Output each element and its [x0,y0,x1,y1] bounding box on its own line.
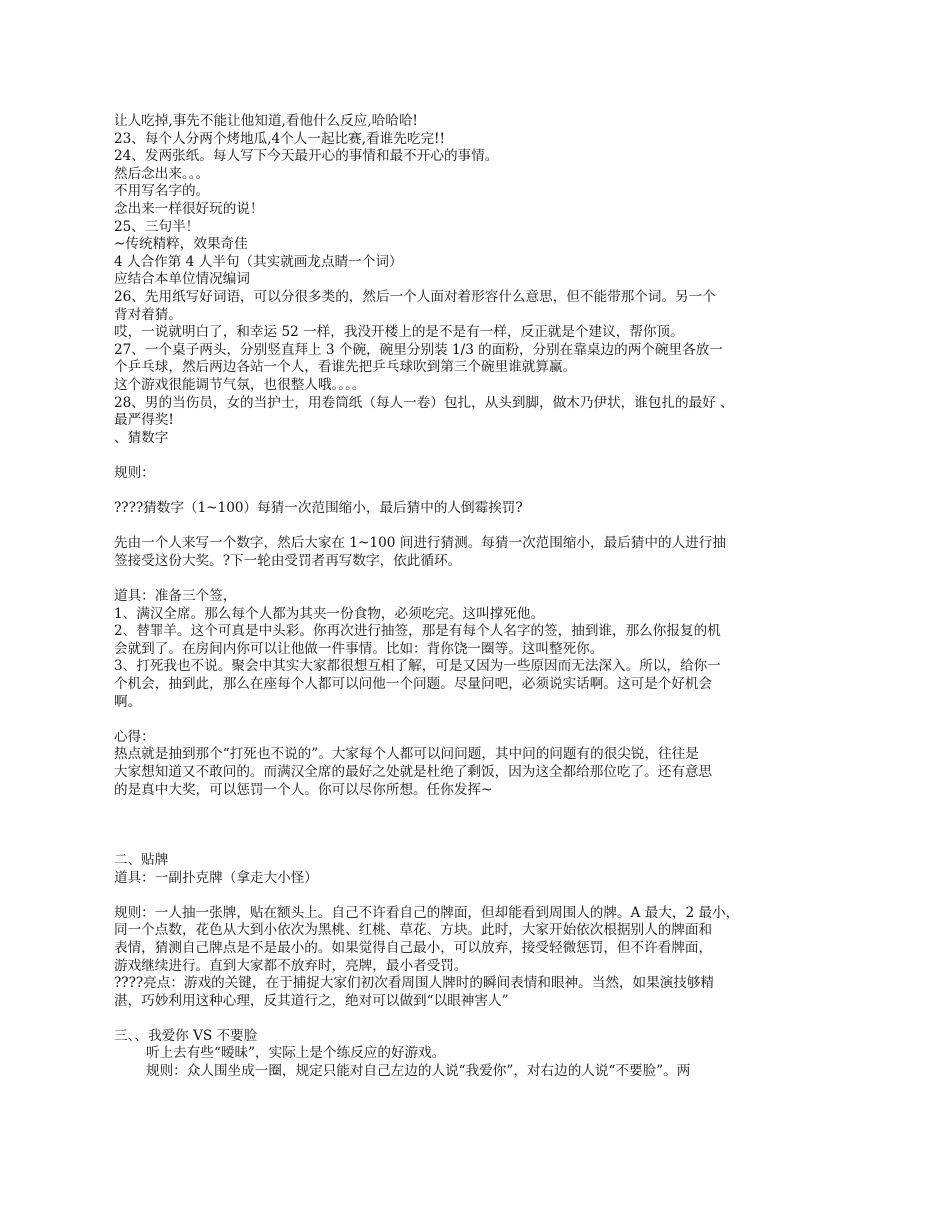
text-line: 个乒乓球，然后两边各站一个人，看谁先把乒乓球吹到第三个碗里谁就算赢。 [114,359,577,376]
text-line: 哎，一说就明白了，和幸运 52 一样，我没开楼上的是不是有一样，反正就是个建议，帮你顶。 [114,324,684,341]
blank-line [114,518,844,536]
text-line: 28、男的当伤员，女的当护士，用卷筒纸（每人一卷）包扎，从头到脚，做木乃伊状，谁包扎的最好 、 [114,394,734,411]
blank-line [114,887,844,905]
blank-line [114,799,844,817]
blank-line [114,834,844,852]
text-line: 25、三句半！ [114,218,200,235]
text-line: 会就到了。在房间内你可以让他做一件事情。比如：背你饶一圈等。这叫整死你。 [114,640,604,657]
blank-line [114,817,844,835]
text-line: 三、、我爱你 VS 不要脸 [114,1027,258,1044]
text-line: 先由一个人来写一个数字，然后大家在 1~100 间进行猜测。每猜一次范围缩小，最后猜中的人进行抽 [114,535,726,552]
text-line: 道具：准备三个签， [114,588,237,605]
text-line: 最严得奖! [114,412,174,429]
text-line: 1、满汉全席。那么每个人都为其夹一份食物，必须吃完。这叫撑死他。 [114,605,545,622]
text-line: 应结合本单位情况编词 [114,271,250,288]
text-line: 26、先用纸写好词语，可以分很多类的，然后一个人面对着形容什么意思，但不能带那个词。另一个 [114,288,716,305]
blank-line [114,711,844,729]
text-line: 的是真中大奖，可以惩罚一个人。你可以尽你所想。任你发挥~ [114,781,493,798]
blank-line [114,447,844,465]
text-line: ????猜数字（1~100）每猜一次范围缩小，最后猜中的人倒霉挨罚? [114,500,523,517]
text-line: 同一个点数，花色从大到小依次为黑桃、红桃、草花、方块。此时，大家开始依次根据别人的牌面和 [114,922,713,939]
text-line: 4 人合作第 4 人半句（其实就画龙点睛一个词） [114,253,403,270]
text-line: 23、每个人分两个烤地瓜,4个人一起比赛,看谁先吃完!! [114,130,445,147]
text-line: 这个游戏很能调节气氛，也很整人哦。。。。 [114,376,366,393]
text-line: 3、打死我也不说。聚会中其实大家都很想互相了解，可是又因为一些原因而无法深入。所以，给你一 [114,658,721,675]
text-line: 签接受这份大奖。?下一轮由受罚者再写数字，依此循环。 [114,552,462,569]
text-line: 二、贴牌 [114,851,169,868]
blank-line [114,1010,844,1028]
text-line: 听上去有些“暧昧”，实际上是个练反应的好游戏。 [146,1045,446,1062]
text-line: 24、发两张纸。每人写下今天最开心的事情和最不开心的事情。 [114,148,499,165]
text-line: 心得： [114,728,155,745]
text-line: 念出来一样很好玩的说！ [114,200,264,217]
text-line: 规则：众人围坐成一圈，规定只能对自己左边的人说“我爱你”，对右边的人说“不要脸”。两 [146,1063,691,1080]
text-line: 啊。 [114,693,142,710]
text-line: 2、替罪羊。这个可真是中头彩。你再次进行抽签，那是有每个人名字的签，抽到谁，那么你报复的机 [114,623,721,640]
text-line: 不用写名字的。 [114,183,210,200]
text-line: ~传统精粹，效果奇佳 [114,236,248,253]
text-line: 、猜数字 [114,429,169,446]
text-line: ????亮点：游戏的关键，在于捕捉大家们初次看周围人牌时的瞬间表情和眼神。当然，如果演技够精 [114,975,715,992]
blank-line [114,570,844,588]
text-line: 游戏继续进行。直到大家都不放弃时，亮牌，最小者受罚。 [114,957,468,974]
text-line: 表情，猜测自己牌点是不是最小的。如果觉得自己最小，可以放弃，接受轻微惩罚，但不许看牌面， [114,939,713,956]
text-line: 湛，巧妙利用这种心理，反其道行之，绝对可以做到“以眼神害人” [114,992,509,1009]
text-line: 规则： [114,464,155,481]
text-line: 规则：一人抽一张牌，贴在额头上。自己不许看自己的牌面，但却能看到周围人的牌。A 最大，2 最小， [114,904,740,921]
document-body [114,113,844,1081]
text-line: 背对着猜。 [114,306,182,323]
text-line: 热点就是抽到那个“打死也不说的”。大家每个人都可以问问题，其中问的问题有的很尖锐，往往是 [114,746,699,763]
text-line: 然后念出来。。。 [114,165,210,182]
text-line: 道具：一副扑克牌（拿走大小怪） [114,869,318,886]
text-line: 个机会，抽到此，那么在座每个人都可以问他一个问题。尽量问吧，必须说实话啊。这可是个好机会 [114,676,713,692]
blank-line [114,482,844,500]
text-line: 让人吃掉,事先不能让他知道,看他什么反应,哈哈哈! [114,113,418,129]
text-line: 大家想知道又不敢问的。而满汉全席的最好之处就是杜绝了剩饭，因为这全都给那位吃了。还有意思 [114,763,713,780]
text-line: 27、一个桌子两头，分别竖直拜上 3 个碗，碗里分别装 1/3 的面粉，分别在靠桌边的两个碗里各放一 [114,341,723,358]
